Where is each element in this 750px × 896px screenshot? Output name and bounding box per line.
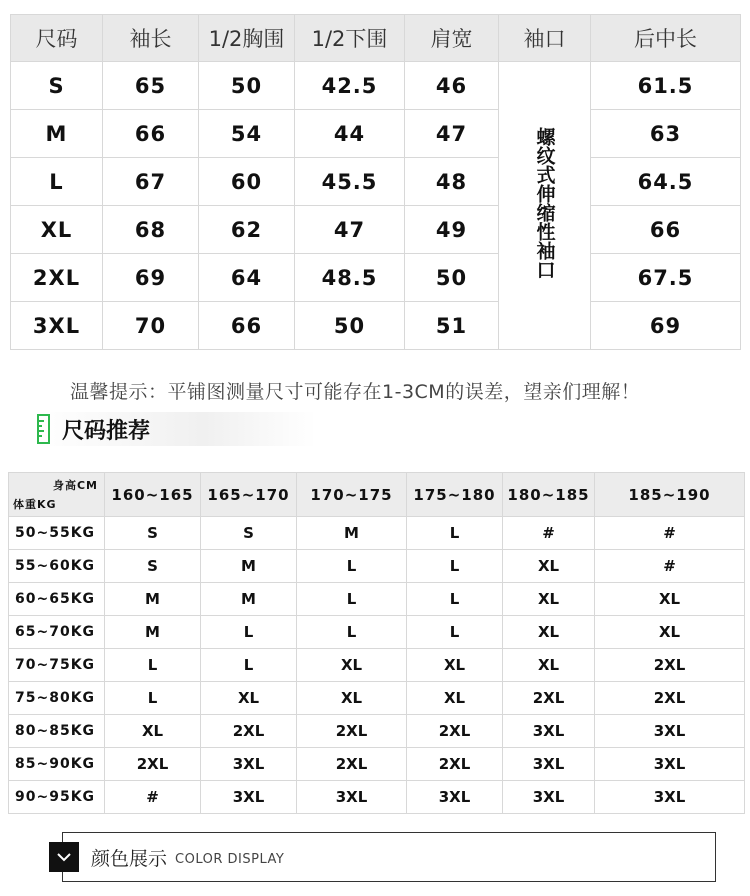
size-recommendation-cell: S (105, 550, 201, 583)
size-cell: 2XL (11, 254, 103, 302)
size-recommendation-cell: XL (297, 649, 407, 682)
chest-cell: 50 (199, 62, 295, 110)
size-recommendation-cell: 3XL (407, 781, 503, 814)
size-recommendation-cell: L (407, 550, 503, 583)
sleeve-cell: 70 (103, 302, 199, 350)
size-recommendation-cell: 2XL (297, 748, 407, 781)
size-recommendation-cell: L (297, 583, 407, 616)
size-recommendation-cell: XL (407, 649, 503, 682)
weight-cell: 55~60KG (9, 550, 105, 583)
col-header-shoulder: 肩宽 (405, 15, 499, 62)
recommend-header-row (9, 473, 745, 517)
size-recommendation-cell: 3XL (595, 715, 745, 748)
shoulder-cell: 47 (405, 110, 499, 158)
size-recommendation-cell: 2XL (503, 682, 595, 715)
size-recommendation-cell: XL (297, 682, 407, 715)
size-recommendation-cell: 2XL (407, 715, 503, 748)
size-recommendation-cell: L (297, 616, 407, 649)
size-recommendation-cell: # (105, 781, 201, 814)
size-recommendation-cell: S (105, 517, 201, 550)
size-recommendation-cell: 2XL (201, 715, 297, 748)
table-row (9, 583, 745, 616)
hem-cell: 50 (295, 302, 405, 350)
size-recommendation-cell: L (201, 649, 297, 682)
measurement-tip: 温馨提示：平铺图测量尺寸可能存在1-3CM的误差，望亲们理解！ (70, 381, 641, 403)
hem-cell: 42.5 (295, 62, 405, 110)
size-recommendation-cell: 2XL (105, 748, 201, 781)
length-cell: 66 (591, 206, 741, 254)
height-header: 165~170 (201, 473, 297, 517)
recommend-heading (36, 412, 316, 446)
hem-cell: 48.5 (295, 254, 405, 302)
chevron-down-icon (49, 842, 79, 872)
size-recommendation-cell: 2XL (407, 748, 503, 781)
size-recommendation-cell: 3XL (297, 781, 407, 814)
hem-cell: 44 (295, 110, 405, 158)
col-header-cuff: 袖口 (499, 15, 591, 62)
size-recommendation-cell: S (201, 517, 297, 550)
size-recommendation-cell: XL (105, 715, 201, 748)
shoulder-cell: 46 (405, 62, 499, 110)
size-recommendation-cell: XL (503, 649, 595, 682)
shoulder-cell: 48 (405, 158, 499, 206)
table-row (11, 302, 741, 350)
weight-cell: 90~95KG (9, 781, 105, 814)
size-recommendation-cell: 2XL (595, 649, 745, 682)
color-display-bar (62, 832, 716, 882)
size-recommendation-cell: XL (201, 682, 297, 715)
weight-cell: 80~85KG (9, 715, 105, 748)
col-header-size: 尺码 (11, 15, 103, 62)
size-recommendation-cell: 3XL (503, 715, 595, 748)
shoulder-cell: 49 (405, 206, 499, 254)
size-table-header-row (11, 15, 741, 62)
hem-cell: 45.5 (295, 158, 405, 206)
col-header-length: 后中长 (591, 15, 741, 62)
col-header-hem: 1/2下围 (295, 15, 405, 62)
table-row (9, 781, 745, 814)
chest-cell: 64 (199, 254, 295, 302)
chest-cell: 66 (199, 302, 295, 350)
table-row (9, 517, 745, 550)
size-recommendation-cell: 3XL (201, 781, 297, 814)
table-row (11, 62, 741, 110)
weight-cell: 65~70KG (9, 616, 105, 649)
length-cell: 63 (591, 110, 741, 158)
weight-axis-label: 体重KG (13, 498, 57, 511)
size-recommendation-cell: XL (503, 550, 595, 583)
size-recommendation-cell: M (297, 517, 407, 550)
size-recommendation-cell: L (297, 550, 407, 583)
color-display-title: 颜色展示 (91, 847, 168, 870)
sleeve-cell: 65 (103, 62, 199, 110)
cuff-note-cell (499, 62, 591, 350)
chest-cell: 60 (199, 158, 295, 206)
recommend-table (8, 472, 745, 814)
chest-cell: 54 (199, 110, 295, 158)
size-cell: S (11, 62, 103, 110)
sleeve-cell: 66 (103, 110, 199, 158)
height-axis-label: 身高CM (52, 479, 98, 492)
height-header: 180~185 (503, 473, 595, 517)
table-row (9, 715, 745, 748)
sleeve-cell: 68 (103, 206, 199, 254)
sleeve-cell: 67 (103, 158, 199, 206)
recommend-title: 尺码推荐 (62, 418, 151, 444)
size-recommendation-cell: M (105, 583, 201, 616)
ruler-icon (36, 414, 52, 444)
col-header-chest: 1/2胸围 (199, 15, 295, 62)
table-row (11, 110, 741, 158)
size-recommendation-cell: M (105, 616, 201, 649)
size-cell: L (11, 158, 103, 206)
shoulder-cell: 51 (405, 302, 499, 350)
size-recommendation-cell: 3XL (201, 748, 297, 781)
sleeve-cell: 69 (103, 254, 199, 302)
cuff-note: 螺纹式伸缩性袖口 (533, 127, 556, 279)
size-recommendation-cell: # (503, 517, 595, 550)
length-cell: 61.5 (591, 62, 741, 110)
weight-cell: 85~90KG (9, 748, 105, 781)
shoulder-cell: 50 (405, 254, 499, 302)
table-row (9, 550, 745, 583)
size-recommendation-cell: L (407, 583, 503, 616)
weight-cell: 50~55KG (9, 517, 105, 550)
weight-cell: 70~75KG (9, 649, 105, 682)
weight-cell: 60~65KG (9, 583, 105, 616)
size-recommendation-cell: XL (407, 682, 503, 715)
size-recommendation-cell: XL (595, 583, 745, 616)
weight-cell: 75~80KG (9, 682, 105, 715)
table-row (9, 682, 745, 715)
recommend-body (9, 517, 745, 814)
size-cell: M (11, 110, 103, 158)
height-header: 185~190 (595, 473, 745, 517)
size-recommendation-cell: 2XL (297, 715, 407, 748)
size-recommendation-cell: L (407, 616, 503, 649)
size-table (10, 14, 741, 350)
color-display-subtitle: COLOR DISPLAY (175, 851, 285, 867)
length-cell: 64.5 (591, 158, 741, 206)
length-cell: 69 (591, 302, 741, 350)
size-recommendation-cell: M (201, 583, 297, 616)
size-recommendation-cell: 2XL (595, 682, 745, 715)
table-row (11, 158, 741, 206)
size-cell: 3XL (11, 302, 103, 350)
size-recommendation-cell: XL (503, 583, 595, 616)
hem-cell: 47 (295, 206, 405, 254)
corner-header (9, 473, 105, 517)
chest-cell: 62 (199, 206, 295, 254)
size-recommendation-cell: 3XL (595, 781, 745, 814)
size-recommendation-cell: M (201, 550, 297, 583)
col-header-sleeve: 袖长 (103, 15, 199, 62)
size-recommendation-cell: L (407, 517, 503, 550)
size-recommendation-cell: 3XL (595, 748, 745, 781)
length-cell: 67.5 (591, 254, 741, 302)
size-recommendation-cell: L (105, 649, 201, 682)
height-header: 170~175 (297, 473, 407, 517)
table-row (11, 206, 741, 254)
size-recommendation-cell: L (201, 616, 297, 649)
height-header: 160~165 (105, 473, 201, 517)
size-recommendation-cell: L (105, 682, 201, 715)
table-row (9, 616, 745, 649)
table-row (9, 748, 745, 781)
table-row (9, 649, 745, 682)
table-row (11, 254, 741, 302)
size-recommendation-cell: 3XL (503, 781, 595, 814)
size-recommendation-cell: XL (503, 616, 595, 649)
height-header: 175~180 (407, 473, 503, 517)
size-recommendation-cell: 3XL (503, 748, 595, 781)
size-cell: XL (11, 206, 103, 254)
size-recommendation-cell: XL (595, 616, 745, 649)
size-recommendation-cell: # (595, 517, 745, 550)
size-recommendation-cell: # (595, 550, 745, 583)
